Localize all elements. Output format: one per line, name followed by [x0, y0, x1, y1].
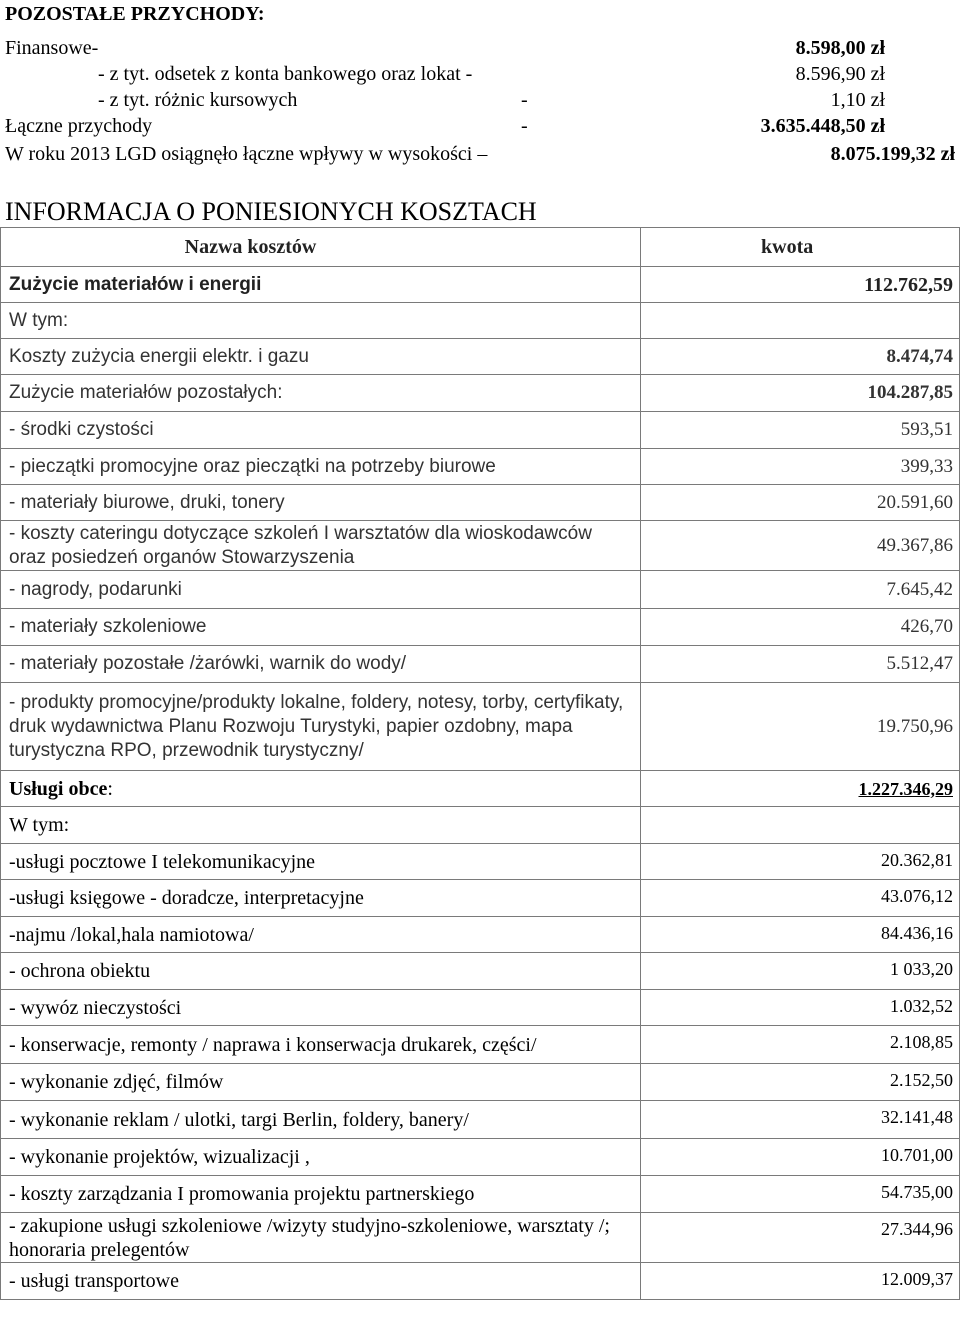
table-row: [1, 683, 960, 771]
table-row: [1, 1139, 960, 1176]
cost-name: W tym:: [9, 814, 70, 836]
table-row: [1, 339, 960, 375]
cost-name-cell: [1, 844, 641, 880]
cost-amount-cell: [641, 953, 960, 990]
cost-name-cell: [1, 267, 641, 303]
income-heading: POZOSTAŁE PRZYCHODY:: [5, 3, 265, 25]
cost-name: - ochrona obiektu: [9, 960, 151, 982]
interest-amount: 8.596,90 zł: [795, 63, 885, 85]
cost-amount-cell: [641, 771, 960, 807]
cost-amount: 54.735,00: [881, 1182, 953, 1202]
cost-amount-cell: [641, 339, 960, 375]
table-row: [1, 646, 960, 683]
cost-name-cell: [1, 412, 641, 449]
col-name-header: Nazwa kosztów: [1, 228, 641, 267]
cost-amount-cell: [641, 1263, 960, 1300]
cost-name-cell: [1, 646, 641, 683]
cost-amount: 8.474,74: [886, 345, 953, 367]
cost-amount-cell: [641, 844, 960, 880]
cost-name-cell: [1, 683, 641, 771]
fx-amount: 1,10 zł: [830, 89, 885, 111]
cost-name-cell: [1, 1213, 641, 1263]
cost-name-cell: [1, 521, 641, 571]
cost-rows: [1, 267, 960, 1300]
cost-amount-cell: [641, 1139, 960, 1176]
cost-name: - koszty zarządzania I promowania projektu partnerskiego: [9, 1183, 475, 1205]
cost-amount-cell: [641, 485, 960, 521]
cost-name: - konserwacje, remonty / naprawa i konserwacja drukarek, części/: [9, 1033, 537, 1056]
cost-name: Koszty zużycia energii elektr. i gazu: [9, 345, 309, 367]
table-row: [1, 1064, 960, 1101]
table-row: [1, 1176, 960, 1213]
cost-amount: 426,70: [900, 616, 953, 637]
cost-name-cell: [1, 303, 641, 339]
total-income-amount: 3.635.448,50 zł: [760, 115, 885, 137]
cost-name: - środki czystości: [9, 419, 154, 440]
cost-amount-cell: [641, 646, 960, 683]
col-amount-header: kwota: [641, 228, 960, 267]
costs-table: [0, 227, 960, 1300]
cost-amount: 19.750,96: [877, 715, 953, 737]
cost-name: -najmu /lokal,hala namiotowa/: [9, 923, 254, 946]
cost-amount-cell: [641, 1064, 960, 1101]
year-income-label: W roku 2013 LGD osiągnęło łączne wpływy w wysokości –: [5, 143, 488, 165]
cost-amount: 20.591,60: [877, 491, 953, 513]
table-row: [1, 485, 960, 521]
table-row: [1, 375, 960, 412]
table-row: [1, 267, 960, 303]
cost-name: - produkty promocyjne/produkty lokalne, foldery, notesy, torby, certyfikaty, druk wydawnictwa Planu Rozwoju Turystyki, papier ozdobny, mapa turystyczna RPO, przewodnik turystyczny/: [9, 691, 624, 761]
cost-amount: 32.141,48: [881, 1107, 953, 1127]
cost-name-cell: [1, 771, 641, 807]
cost-amount: 399,33: [900, 455, 953, 477]
cost-name-cell: [1, 449, 641, 485]
cost-amount-cell: [641, 521, 960, 571]
table-row: [1, 953, 960, 990]
cost-name: -usługi pocztowe I telekomunikacyjne: [9, 850, 316, 873]
cost-amount-cell: [641, 1101, 960, 1139]
cost-name-cell: [1, 1139, 641, 1176]
cost-amount: 10.701,00: [881, 1145, 953, 1165]
table-row: [1, 412, 960, 449]
costs-header-row: [1, 228, 960, 267]
table-row: [1, 449, 960, 485]
table-row: [1, 303, 960, 339]
cost-name-cell: [1, 609, 641, 646]
cost-amount-cell: [641, 449, 960, 485]
cost-amount: 112.762,59: [864, 273, 953, 296]
cost-name-cell: [1, 339, 641, 375]
cost-amount: 1 033,20: [890, 959, 953, 979]
cost-amount-cell: [641, 267, 960, 303]
table-row: [1, 880, 960, 917]
cost-name: - usługi transportowe: [9, 1270, 179, 1292]
cost-amount-cell: [641, 1213, 960, 1263]
cost-amount: 1.227.346,29: [858, 778, 953, 799]
cost-amount-cell: [641, 1026, 960, 1064]
finance-amount: 8.598,00 zł: [795, 37, 885, 59]
cost-amount-cell: [641, 990, 960, 1026]
cost-name-cell: [1, 1263, 641, 1300]
cost-amount: 7.645,42: [886, 578, 953, 600]
cost-name-cell: [1, 953, 641, 990]
table-row: [1, 917, 960, 953]
services-label: Usługi obce: [9, 777, 108, 800]
total-income-dash: -: [521, 115, 528, 137]
table-row: [1, 771, 960, 807]
cost-name-cell: [1, 485, 641, 521]
cost-name: - materiały szkoleniowe: [9, 616, 207, 637]
cost-amount: 27.344,96: [881, 1219, 953, 1239]
cost-name: W tym:: [9, 309, 69, 331]
cost-name-cell: [1, 807, 641, 844]
table-row: [1, 1263, 960, 1300]
cost-name-cell: [1, 880, 641, 917]
cost-amount: 20.362,81: [881, 850, 953, 870]
interest-label: - z tyt. odsetek z konta bankowego oraz lokat -: [98, 63, 473, 85]
cost-name-cell: [1, 990, 641, 1026]
table-row: [1, 609, 960, 646]
cost-name-cell: [1, 1101, 641, 1139]
cost-name-cell: [1, 571, 641, 609]
cost-amount: 2.108,85: [890, 1032, 953, 1052]
cost-amount-cell: [641, 412, 960, 449]
table-row: [1, 1213, 960, 1263]
finance-label: Finansowe-: [5, 37, 99, 59]
table-row: [1, 807, 960, 844]
cost-name: - wykonanie projektów, wizualizacji ,: [9, 1146, 310, 1168]
cost-amount-cell: [641, 303, 960, 339]
cost-amount-cell: [641, 571, 960, 609]
cost-amount-cell: [641, 609, 960, 646]
table-row: [1, 1101, 960, 1139]
cost-name: -usługi księgowe - doradcze, interpretacyjne: [9, 887, 364, 909]
services-label-colon: :: [107, 777, 113, 800]
cost-name: Zużycie materiałów i energii: [9, 273, 262, 295]
cost-name-cell: [1, 1064, 641, 1101]
cost-amount-cell: [641, 807, 960, 844]
cost-amount: 1.032,52: [890, 996, 953, 1016]
cost-amount: 593,51: [900, 419, 953, 440]
cost-amount: 2.152,50: [890, 1070, 953, 1090]
cost-name: - wykonanie zdjęć, filmów: [9, 1071, 224, 1093]
costs-title: INFORMACJA O PONIESIONYCH KOSZTACH: [5, 197, 537, 226]
fx-dash: -: [521, 89, 528, 111]
cost-amount: 104.287,85: [867, 382, 953, 403]
fx-label: - z tyt. różnic kursowych: [98, 89, 298, 111]
cost-name-cell: [1, 917, 641, 953]
cost-name-cell: [1, 375, 641, 412]
cost-amount: 5.512,47: [886, 653, 953, 674]
cost-name: - pieczątki promocyjne oraz pieczątki na potrzeby biurowe: [9, 455, 496, 477]
cost-amount-cell: [641, 375, 960, 412]
table-row: [1, 521, 960, 571]
cost-amount: 49.367,86: [877, 534, 953, 556]
cost-amount: 84.436,16: [881, 923, 953, 943]
cost-name: Zużycie materiałów pozostałych:: [9, 382, 283, 403]
cost-name: - zakupione usługi szkoleniowe /wizyty studyjno-szkoleniowe, warsztaty /; honoraria prelegentów: [9, 1214, 610, 1261]
cost-name: - nagrody, podarunki: [9, 578, 182, 600]
cost-name: - materiały biurowe, druki, tonery: [9, 491, 285, 513]
cost-amount-cell: [641, 917, 960, 953]
table-row: [1, 571, 960, 609]
cost-amount: 43.076,12: [881, 886, 953, 906]
cost-amount-cell: [641, 880, 960, 917]
table-row: [1, 1026, 960, 1064]
cost-name: - wywóz nieczystości: [9, 996, 182, 1019]
table-row: [1, 990, 960, 1026]
cost-name: - wykonanie reklam / ulotki, targi Berlin, foldery, banery/: [9, 1108, 469, 1131]
total-income-label: Łączne przychody: [5, 115, 153, 137]
cost-amount: 12.009,37: [881, 1269, 953, 1289]
cost-name-cell: [1, 1176, 641, 1213]
cost-name: - koszty cateringu dotyczące szkoleń I warsztatów dla wioskodawców oraz posiedzeń organów Stowarzyszenia: [9, 522, 592, 568]
cost-amount-cell: [641, 1176, 960, 1213]
table-row: [1, 844, 960, 880]
cost-name: - materiały pozostałe /żarówki, warnik do wody/: [9, 653, 407, 674]
cost-name-cell: [1, 1026, 641, 1064]
cost-amount-cell: [641, 683, 960, 771]
year-income-amount: 8.075.199,32 zł: [830, 143, 955, 165]
